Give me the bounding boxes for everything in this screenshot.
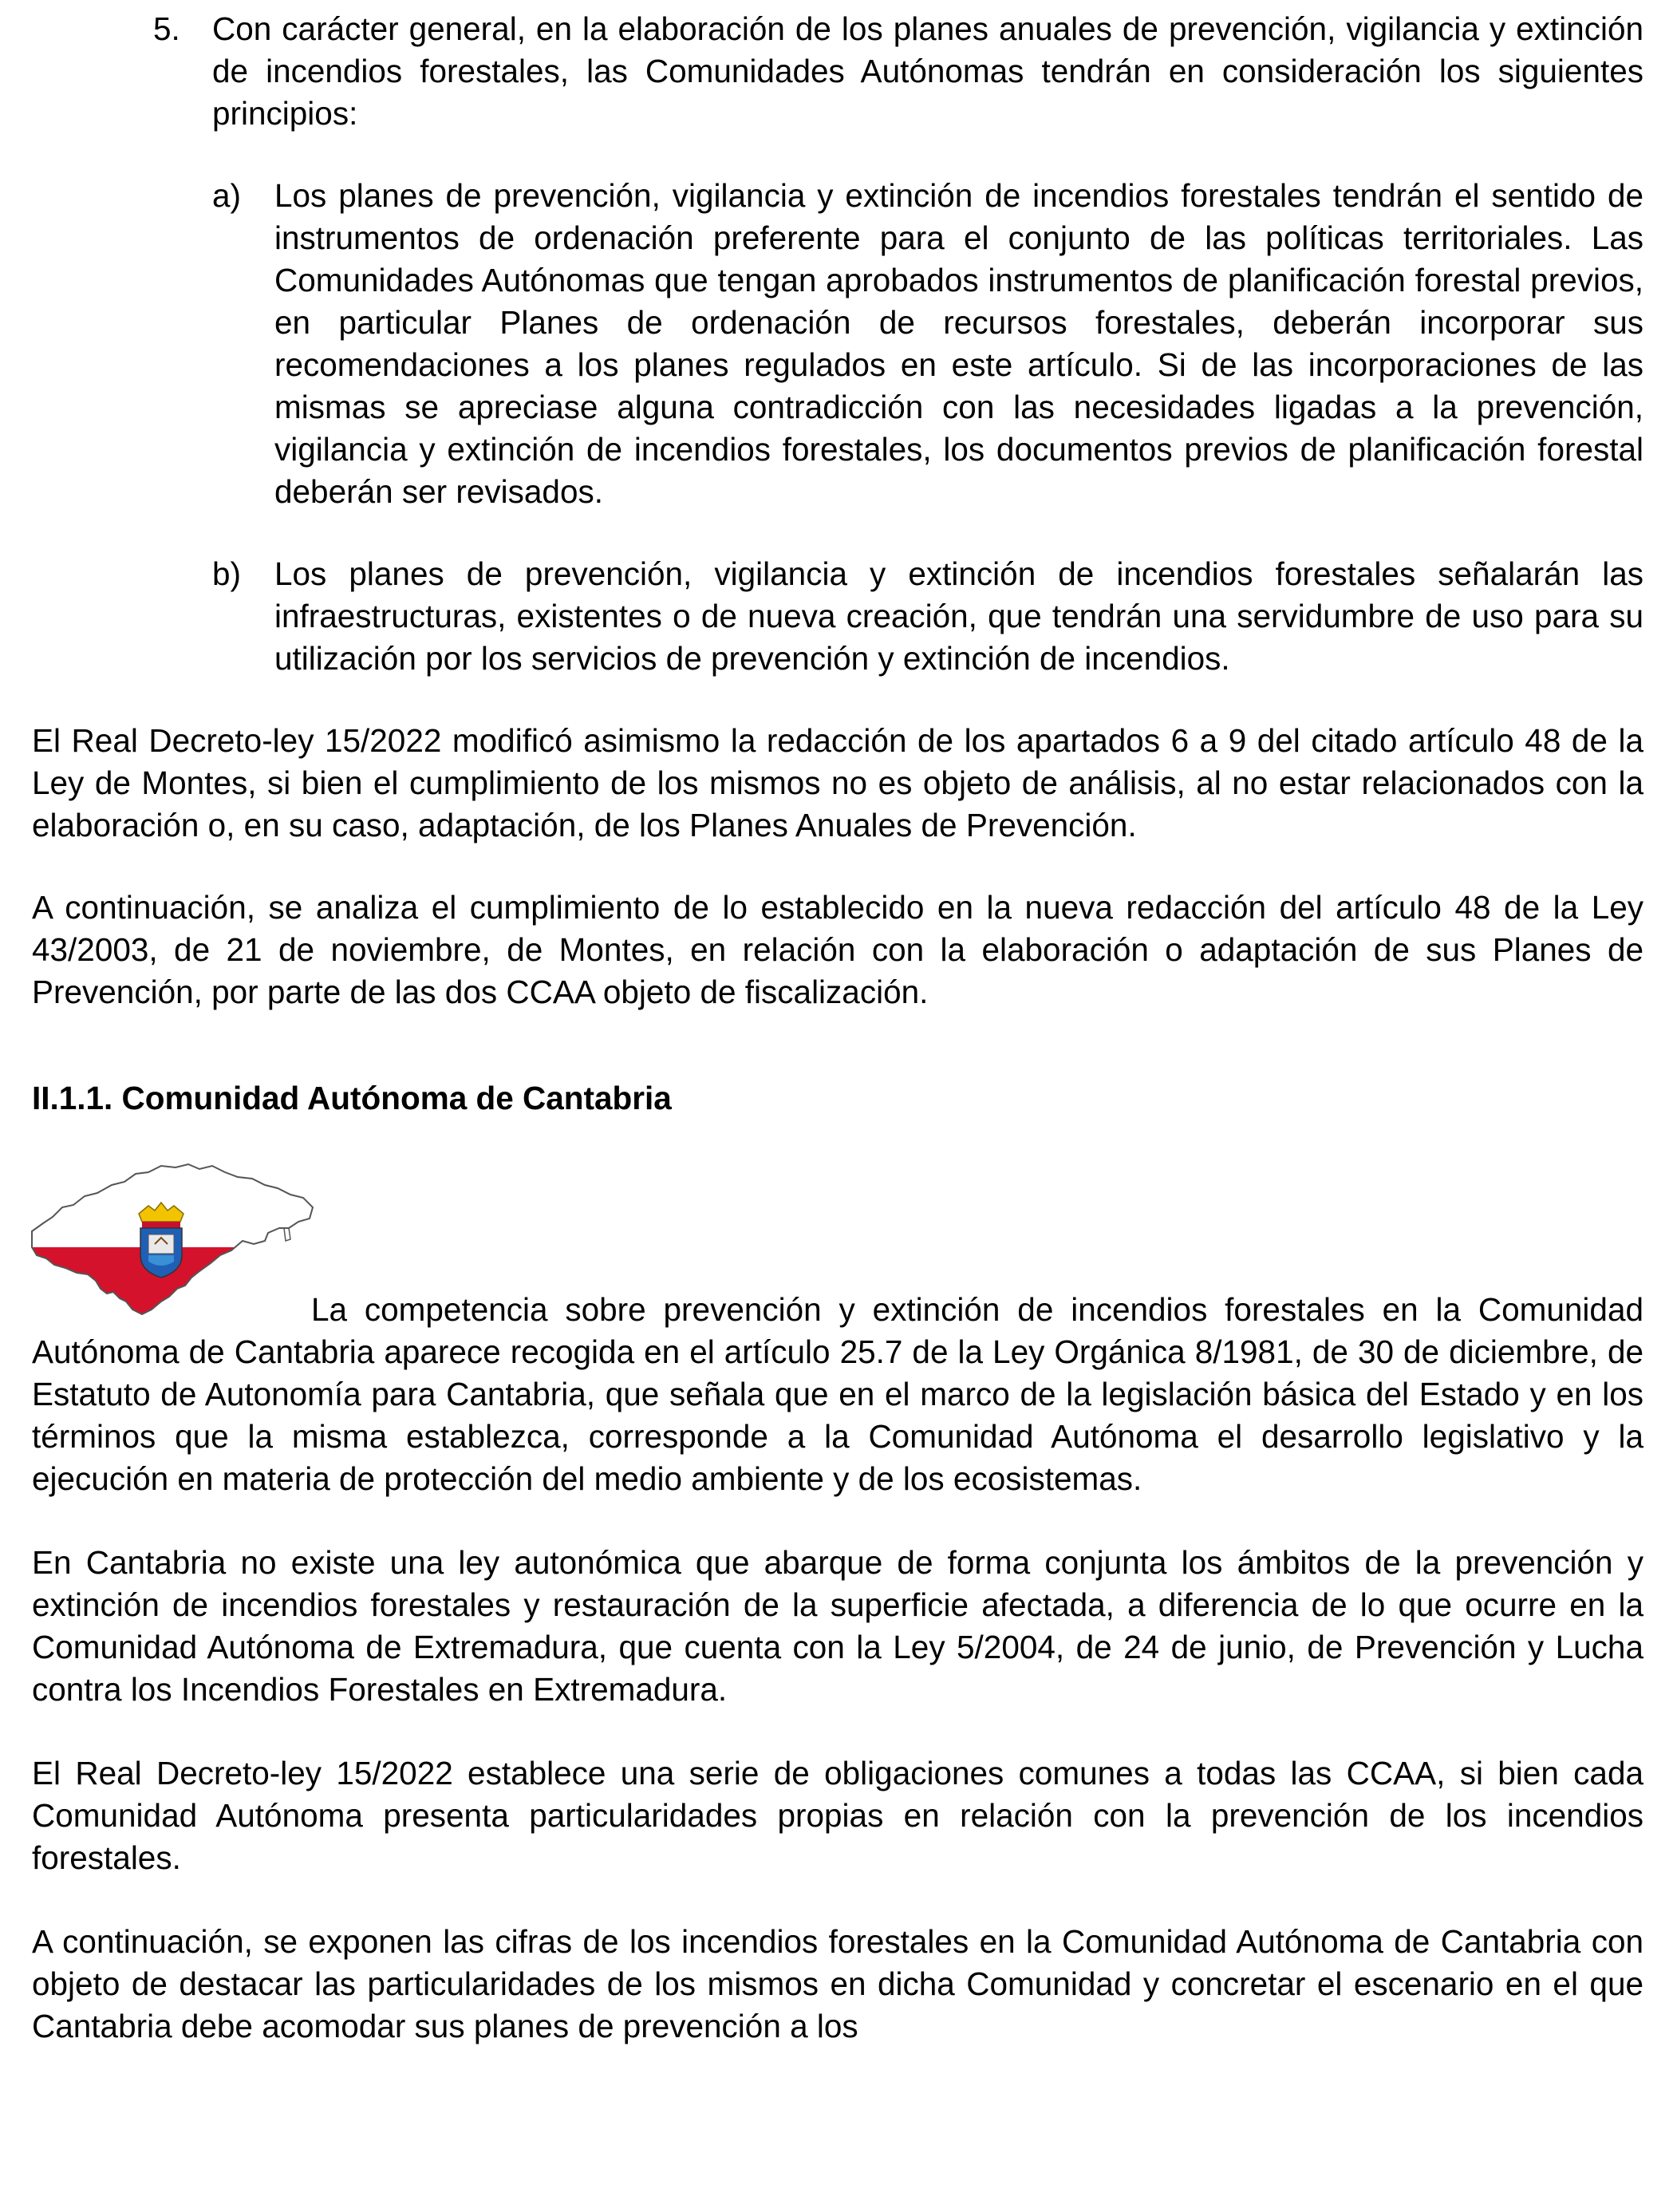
paragraph: En Cantabria no existe una ley autonómica que abarque de forma conjunta los ámbitos de la prevención y extinción de incendios forestales y restauración de la superficie afectada, a diferencia de lo que ocurre en la Comunidad Autónoma de Extremadura, que cuenta con la Ley 5/2004, de 24 de junio, de Prevención y Lucha contra los Incendios Forestales en Extremadura. (32, 1544, 1643, 1708)
coat-of-arms-icon (139, 1203, 183, 1278)
sub-item-a (32, 175, 1643, 513)
cantabria-map-flag-icon (29, 1161, 316, 1317)
list-item-5 (32, 8, 1643, 135)
document-page (32, 0, 1643, 2048)
paragraph: La competencia sobre prevención y extinción de incendios forestales en la Comunidad Autónoma de Cantabria aparece recogida en el artículo 25.7 de la Ley Orgánica 8/1981, de 30 de diciembre, de Estatuto de Autonomía para Cantabria, que señala que en el marco de la legislación básica del Estado y en los términos que la misma establezca, corresponde a la Comunidad Autónoma el desarrollo legislativo y la ejecución en materia de protección del medio ambiente y de los ecosistemas. (32, 1291, 1643, 1497)
paragraph: A continuación, se analiza el cumplimiento de lo establecido en la nueva redacción del artículo 48 de la Ley 43/2003, de 21 de noviembre, de Montes, en relación con la elaboración o adaptación de sus Planes de Prevención, por parte de las dos CCAA objeto de fiscalización. (32, 889, 1643, 1010)
paragraph: El Real Decreto-ley 15/2022 establece una serie de obligaciones comunes a todas las CCAA, si bien cada Comunidad Autónoma presenta particularidades propias en relación con la prevención de los incendios forestales. (32, 1755, 1643, 1876)
sub-item-label: b) (212, 555, 242, 592)
list-item-text: Con carácter general, en la elaboración de los planes anuales de prevención, vigilancia y extinción de incendios forestales, las Comunidades Autónomas tendrán en consideración los siguientes principios: (212, 10, 1643, 132)
list-number: 5. (153, 10, 180, 47)
sub-item-b (32, 553, 1643, 680)
sub-item-text: Los planes de prevención, vigilancia y extinción de incendios forestales tendrán el sentido de instrumentos de ordenación preferente para el conjunto de las políticas territoriales. Las Comunidades Autónomas que tengan aprobados instrumentos de planificación forestal previos, en particular Planes de ordenación de recursos forestales, deberán incorporar sus recomendaciones a los planes regulados en este artículo. Si de las incorporaciones de las mismas se apreciase alguna contradicción con las necesidades ligadas a la prevención, vigilancia y extinción de incendios forestales, los documentos previos de planificación forestal deberán ser revisados. (274, 177, 1643, 510)
paragraph: El Real Decreto-ley 15/2022 modificó asimismo la redacción de los apartados 6 a 9 del citado artículo 48 de la Ley de Montes, si bien el cumplimiento de los mismos no es objeto de análisis, al no estar relacionados con la elaboración o, en su caso, adaptación, de los Planes Anuales de Prevención. (32, 722, 1643, 843)
sub-item-label: a) (212, 177, 242, 214)
paragraph: A continuación, se exponen las cifras de los incendios forestales en la Comunidad Autónoma de Cantabria con objeto de destacar las particularidades de los mismos en dicha Comunidad y concretar el escenario en el que Cantabria debe acomodar sus planes de prevención a los (32, 1923, 1643, 2044)
map-block (32, 1161, 1643, 1289)
sub-item-text: Los planes de prevención, vigilancia y extinción de incendios forestales señalarán las infraestructuras, existentes o de nueva creación, que tendrán una servidumbre de uso para su utilización por los servicios de prevención y extinción de incendios. (274, 555, 1643, 677)
section-heading: II.1.1. Comunidad Autónoma de Cantabria (32, 1080, 672, 1116)
